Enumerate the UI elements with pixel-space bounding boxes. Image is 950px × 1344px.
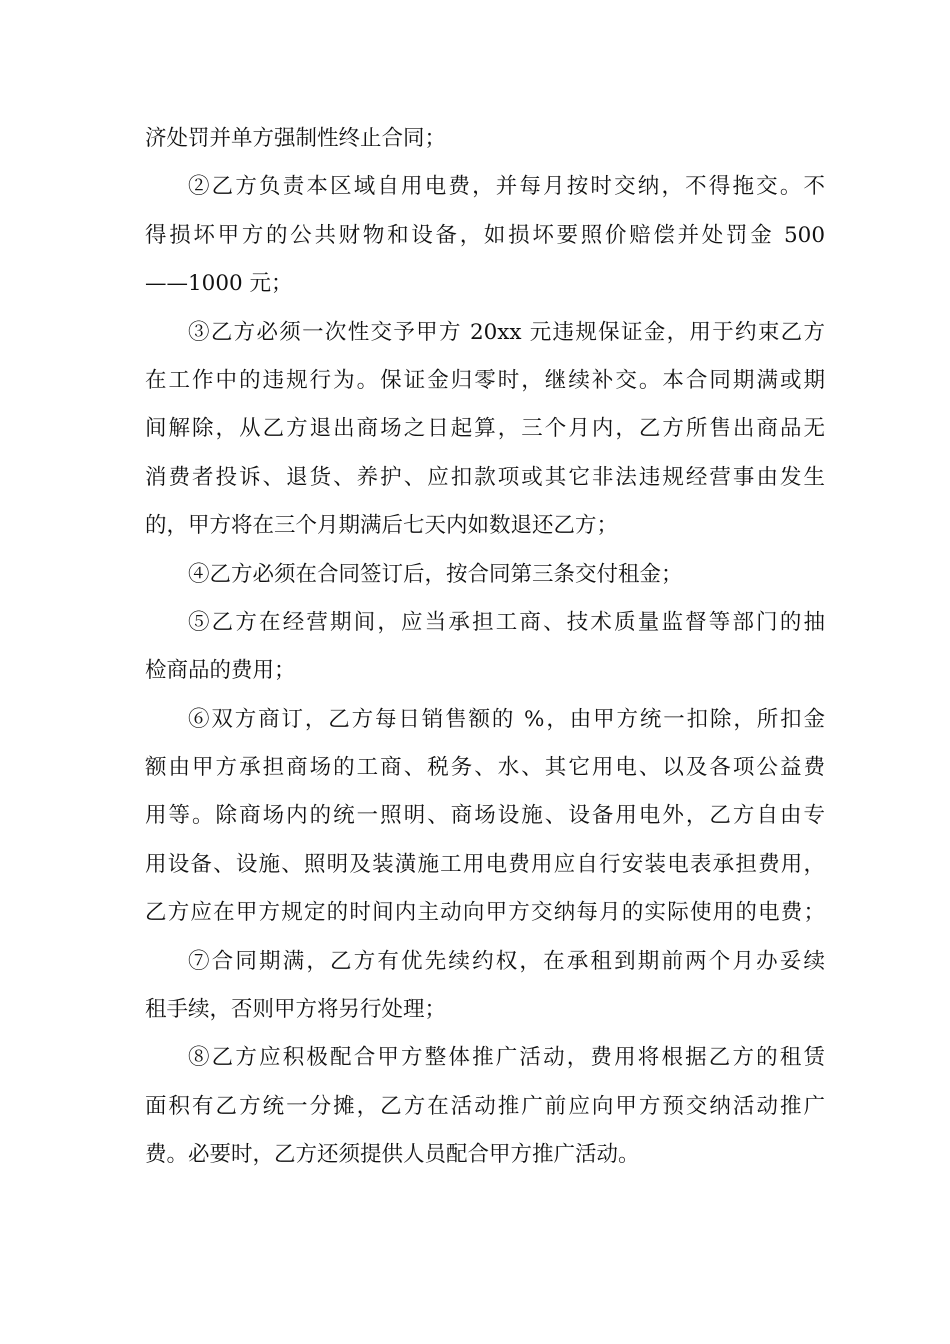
text-line: ④乙方必须在合同签订后，按合同第三条交付租金； bbox=[188, 561, 683, 587]
text-line: ——1000 元； bbox=[145, 271, 293, 297]
text-line: 济处罚并单方强制性终止合同； bbox=[145, 126, 447, 151]
text-line: 在工作中的违规行为。保证金归零时，继续补交。本合同期满或期 bbox=[145, 367, 825, 393]
text-line: 乙方应在甲方规定的时间内主动向甲方交纳每月的实际使用的电费； bbox=[145, 900, 825, 926]
contract-text-body bbox=[145, 115, 825, 1180]
text-line: ②乙方负责本区域自用电费，并每月按时交纳，不得拖交。不 bbox=[188, 174, 825, 200]
text-line: 检商品的费用； bbox=[145, 658, 296, 684]
text-line: ⑥双方商订，乙方每日销售额的 %，由甲方统一扣除，所扣金 bbox=[188, 706, 825, 732]
text-line: 面积有乙方统一分摊，乙方在活动推广前应向甲方预交纳活动推广 bbox=[145, 1093, 825, 1119]
text-line: ⑧乙方应积极配合甲方整体推广活动，费用将根据乙方的租赁 bbox=[188, 1045, 825, 1071]
text-line: 消费者投诉、退货、养护、应扣款项或其它非法违规经营事由发生 bbox=[145, 464, 825, 490]
text-line: 用设备、设施、照明及装潢施工用电费用应自行安装电表承担费用， bbox=[145, 851, 825, 877]
text-line: ⑦合同期满，乙方有优先续约权，在承租到期前两个月办妥续 bbox=[188, 948, 825, 974]
text-line: 租手续，否则甲方将另行处理； bbox=[145, 997, 447, 1023]
text-line: 用等。除商场内的统一照明、商场设施、设备用电外，乙方自由专 bbox=[145, 803, 825, 829]
text-line: 间解除，从乙方退出商场之日起算，三个月内，乙方所售出商品无 bbox=[145, 416, 825, 442]
text-line: 费。必要时，乙方还须提供人员配合甲方推广活动。 bbox=[145, 1142, 640, 1168]
text-line: 得损坏甲方的公共财物和设备，如损坏要照价赔偿并处罚金 500 bbox=[145, 222, 825, 248]
text-line: 的，甲方将在三个月期满后七天内如数退还乙方； bbox=[145, 513, 619, 539]
text-line: ③乙方必须一次性交予甲方 20xx 元违规保证金，用于约束乙方 bbox=[188, 319, 825, 345]
text-line: 额由甲方承担商场的工商、税务、水、其它用电、以及各项公益费 bbox=[145, 755, 825, 781]
text-line: ⑤乙方在经营期间，应当承担工商、技术质量监督等部门的抽 bbox=[188, 609, 825, 635]
